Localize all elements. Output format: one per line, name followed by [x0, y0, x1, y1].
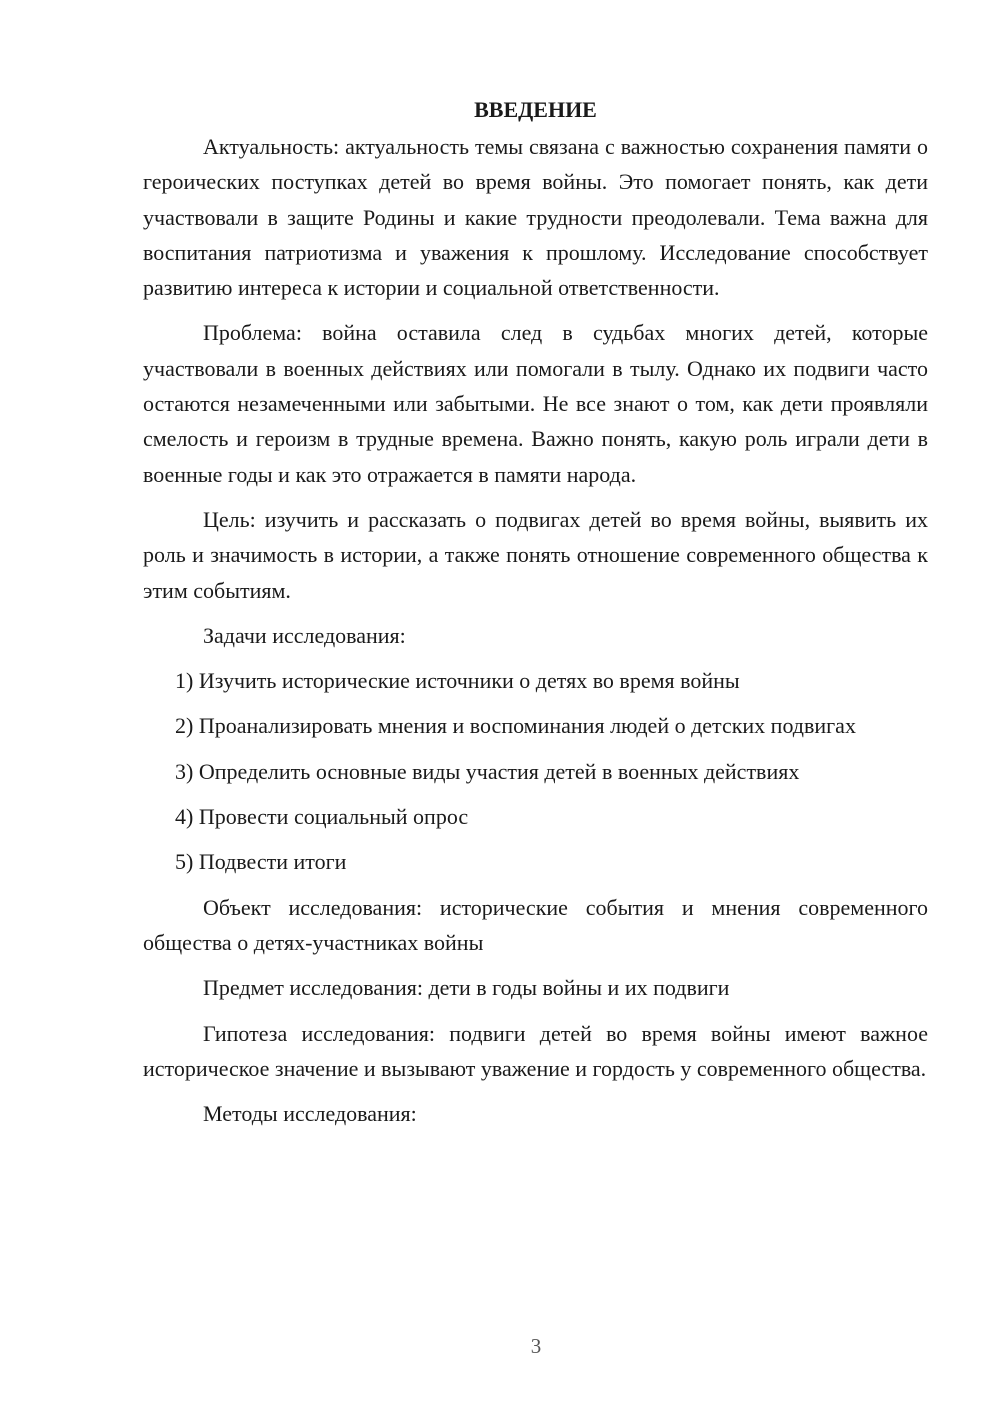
task-item: 3) Определить основные виды участия детей в военных действиях: [175, 758, 800, 784]
task-item: 5) Подвести итоги: [175, 849, 347, 875]
task-item: 1) Изучить исторические источники о детях во время войны: [175, 668, 740, 694]
paragraph-object: Объект исследования: исторические события и мнения современного общества о детях-участниках войны: [143, 894, 928, 955]
task-item: 4) Провести социальный опрос: [175, 804, 469, 830]
paragraph-problem: Проблема: война оставила след в судьбах многих детей, которые участвовали в военных действиях или помогали в тылу. Однако их подвиги часто остаются незамеченными или забытыми. Не все знают о том, как дети проявляли смелость и героизм в трудные времена. Важно понять, какую роль играли дети в военные годы и как это отражается в памяти народа.: [143, 320, 928, 487]
paragraph-goal: Цель: изучить и рассказать о подвигах детей во время войны, выявить их роль и значимость в истории, а также понять отношение современного общества к этим событиям.: [143, 506, 928, 603]
paragraph-subject: Предмет исследования: дети в годы войны и их подвиги: [203, 975, 730, 1001]
paragraph-tasks-heading: Задачи исследования:: [203, 622, 406, 648]
page-content: [143, 92, 928, 1141]
page-title: ВВЕДЕНИЕ: [474, 97, 597, 122]
page-number: 3: [530, 1334, 542, 1358]
paragraph-hypothesis: Гипотеза исследования: подвиги детей во время войны имеют важное историческое значение и вызывают уважение и гордость у современного общества.: [143, 1020, 928, 1081]
paragraph-methods: Методы исследования:: [203, 1101, 417, 1127]
paragraph-relevance: Актуальность: актуальность темы связана с важностью сохранения памяти о героических поступках детей во время войны. Это помогает понять, как дети участвовали в защите Родины и какие трудности преодолевали. Тема важна для воспитания патриотизма и уважения к прошлому. Исследование способствует развитию интереса к истории и социальной ответственности.: [143, 134, 928, 301]
task-item: 2) Проанализировать мнения и воспоминания людей о детских подвигах: [175, 713, 856, 739]
